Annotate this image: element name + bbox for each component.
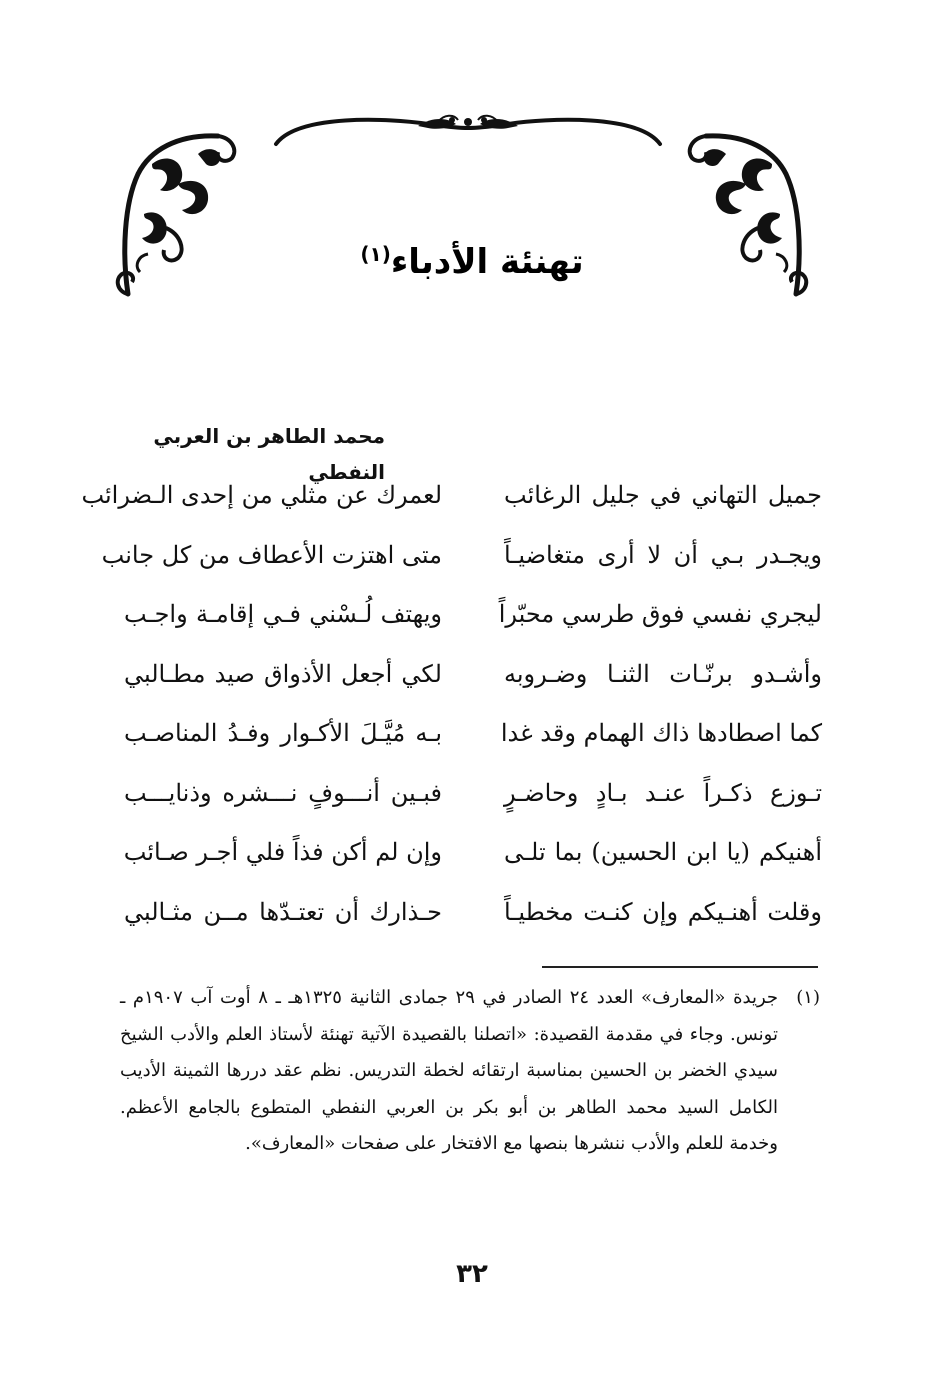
poem-body xyxy=(81,466,830,942)
footnote-number: (١) xyxy=(796,987,820,1008)
verse-second-hemistich: لكي أجعل الأذواق صيد مطـالبي xyxy=(124,659,442,688)
floral-corner-ornament-left xyxy=(108,124,248,302)
scroll-divider-ornament xyxy=(268,108,668,148)
verse-first-hemistich: ويجـدر بـي أن لا أرى متغاضيـاً xyxy=(504,540,822,569)
page-number: ٣٢ xyxy=(456,1259,488,1289)
verse-second-hemistich: ويهتف لُـسْني فـي إقامـة واجـب xyxy=(124,600,442,628)
floral-corner-ornament-right xyxy=(676,124,816,302)
verse-second-hemistich: لعمرك عن مثلي من إحدى الـضرائب xyxy=(81,481,442,509)
verse xyxy=(100,585,830,645)
verse-second-hemistich: حـذارك أن تعتـدّها مــن مثـالبي xyxy=(124,897,442,926)
verse-second-hemistich: متى اهتزت الأعطاف من كل جانب xyxy=(101,540,442,569)
footnote xyxy=(120,980,820,1163)
footnote-text: جريدة «المعارف» العدد ٢٤ الصادر في ٢٩ جمادى الثانية ١٣٢٥هـ ـ ٨ أوت آب ١٩٠٧م ـ تونس. وجاء في مقدمة القصيدة: «اتصلنا بالقصيدة الآتية تهنئة لأستاذ العلم والأدب الشيخ سيدي الخضر بن الحسين بمناسبة ارتقائه لخطة التدريس. نظم عقد دررها الثمينة الأديب الكامل السيد محمد الطاهر بن أبو بكر بن العربي النفطي المتطوع بالجامع الأعظم. وخدمة للعلم والأدب ننشرها بنصها مع الافتخار على صفحات «المعارف». xyxy=(120,987,779,1154)
verse-first-hemistich: تـوزع ذكـراً عنـد بـادٍ وحاضـرٍ xyxy=(504,778,822,807)
verse-first-hemistich: جميل التهاني في جليل الرغائب xyxy=(504,481,822,509)
verse-first-hemistich: ليجري نفسي فوق طرسي محبّراً xyxy=(498,600,822,628)
poem-title-text: تهنئة الأدباء xyxy=(390,242,584,282)
poem-title xyxy=(250,232,694,292)
verse xyxy=(100,526,830,586)
verse xyxy=(100,704,830,764)
verse-second-hemistich: بـه مُيَّـلَ الأكـوار وفـدُ المناصـب xyxy=(124,719,442,747)
verse-first-hemistich: أهنيكم (يا ابن الحسين) بما تلـى xyxy=(504,838,822,866)
verse-first-hemistich: كما اصطادها ذاك الهمام وقد غدا xyxy=(500,719,822,747)
verse-first-hemistich: وأشـدو برنّـات الثنـا وضـروبه xyxy=(504,659,822,688)
verse-second-hemistich: فبـين أنـــوفٍ نـــشره وذنايـــب xyxy=(124,778,442,807)
verse-first-hemistich: وقلت أهنـيكم وإن كنـت مخطيـاً xyxy=(504,897,822,926)
verse xyxy=(100,764,830,824)
poem-author: محمد الطاهر بن العربي النفطي xyxy=(153,424,385,484)
verse xyxy=(100,645,830,705)
footnote-separator xyxy=(542,966,818,968)
verse-second-hemistich: وإن لم أكن فذاً فلي أجـر صـائب xyxy=(123,838,442,866)
verse xyxy=(100,883,830,943)
verse xyxy=(100,823,830,883)
verse xyxy=(81,466,830,526)
title-footnote-ref[interactable]: (١) xyxy=(360,242,391,266)
